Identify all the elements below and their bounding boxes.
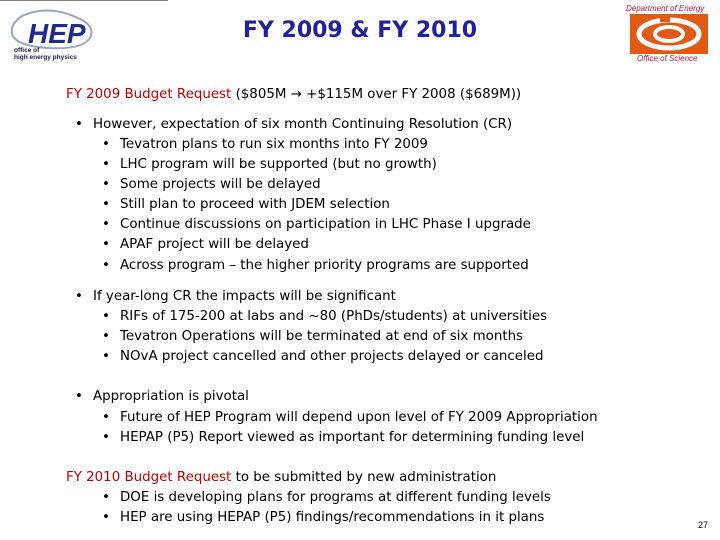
page-title: FY 2009 & FY 2010	[242, 18, 478, 43]
list-item: LHC program will be supported (but no growth)	[120, 157, 437, 172]
fy2010-heading-detail: to be submitted by new administration	[235, 470, 497, 485]
list-item: RIFs of 175-200 at labs and ~80 (PhDs/students) at universities	[120, 309, 548, 324]
bullet-icon: •	[102, 510, 110, 525]
bullet-icon: •	[75, 289, 83, 304]
list-item: Some projects will be delayed	[120, 177, 321, 192]
bullet-icon: •	[102, 177, 110, 192]
bullet-icon: •	[102, 349, 110, 364]
bullet-icon: •	[102, 217, 110, 232]
bullet-icon: •	[102, 490, 110, 505]
list-item: Future of HEP Program will depend upon level of FY 2009 Appropriation	[120, 410, 598, 425]
list-item: Across program – the higher priority programs are supported	[120, 258, 529, 273]
list-item: DOE is developing plans for programs at different funding levels	[120, 490, 551, 505]
bullet-icon: •	[102, 410, 110, 425]
fy2009-heading-red: FY 2009 Budget Request	[66, 87, 232, 102]
group3-head: Appropriation is pivotal	[93, 389, 249, 404]
bullet-icon: •	[102, 430, 110, 445]
fy2010-heading	[66, 468, 496, 488]
bullet-icon: •	[75, 117, 83, 132]
list-item: NOvA project cancelled and other projects delayed or canceled	[120, 349, 544, 364]
list-item: Continue discussions on participation in LHC Phase I upgrade	[120, 217, 531, 232]
fy2009-heading-detail: ($805M → +$115M over FY 2008 ($689M))	[235, 87, 522, 102]
fy2009-heading	[66, 85, 521, 105]
bullet-icon: •	[102, 197, 110, 212]
page-number: 27	[698, 520, 709, 530]
fy2010-heading-red: FY 2010 Budget Request	[66, 470, 232, 485]
bullet-icon: •	[102, 157, 110, 172]
hep-logo-text: HEP	[28, 18, 86, 49]
group1-head: However, expectation of six month Continuing Resolution (CR)	[93, 117, 513, 132]
doe-logo	[630, 14, 708, 54]
bullet-icon: •	[102, 137, 110, 152]
hep-subtitle-line2: high energy physics	[14, 53, 77, 61]
list-item: Tevatron plans to run six months into FY 2009	[120, 137, 428, 152]
bullet-icon: •	[102, 237, 110, 252]
bullet-icon: •	[75, 389, 83, 404]
hep-subtitle-line1: office of	[14, 47, 40, 54]
top-rule	[0, 0, 168, 1]
group2-head: If year-long CR the impacts will be significant	[93, 289, 396, 304]
hep-subtitle	[14, 48, 77, 61]
list-item: Still plan to proceed with JDEM selection	[120, 197, 390, 212]
bullet-icon: •	[102, 309, 110, 324]
list-item: HEPAP (P5) Report viewed as important for determining funding level	[120, 430, 585, 445]
office-of-science-label: Office of Science	[637, 54, 698, 63]
list-item: APAF project will be delayed	[120, 237, 309, 252]
doe-label: Department of Energy	[626, 4, 705, 13]
bullet-icon: •	[102, 329, 110, 344]
bullet-icon: •	[102, 258, 110, 273]
list-item: Tevatron Operations will be terminated at end of six months	[120, 329, 524, 344]
list-item: HEP are using HEPAP (P5) findings/recommendations in it plans	[120, 510, 545, 525]
